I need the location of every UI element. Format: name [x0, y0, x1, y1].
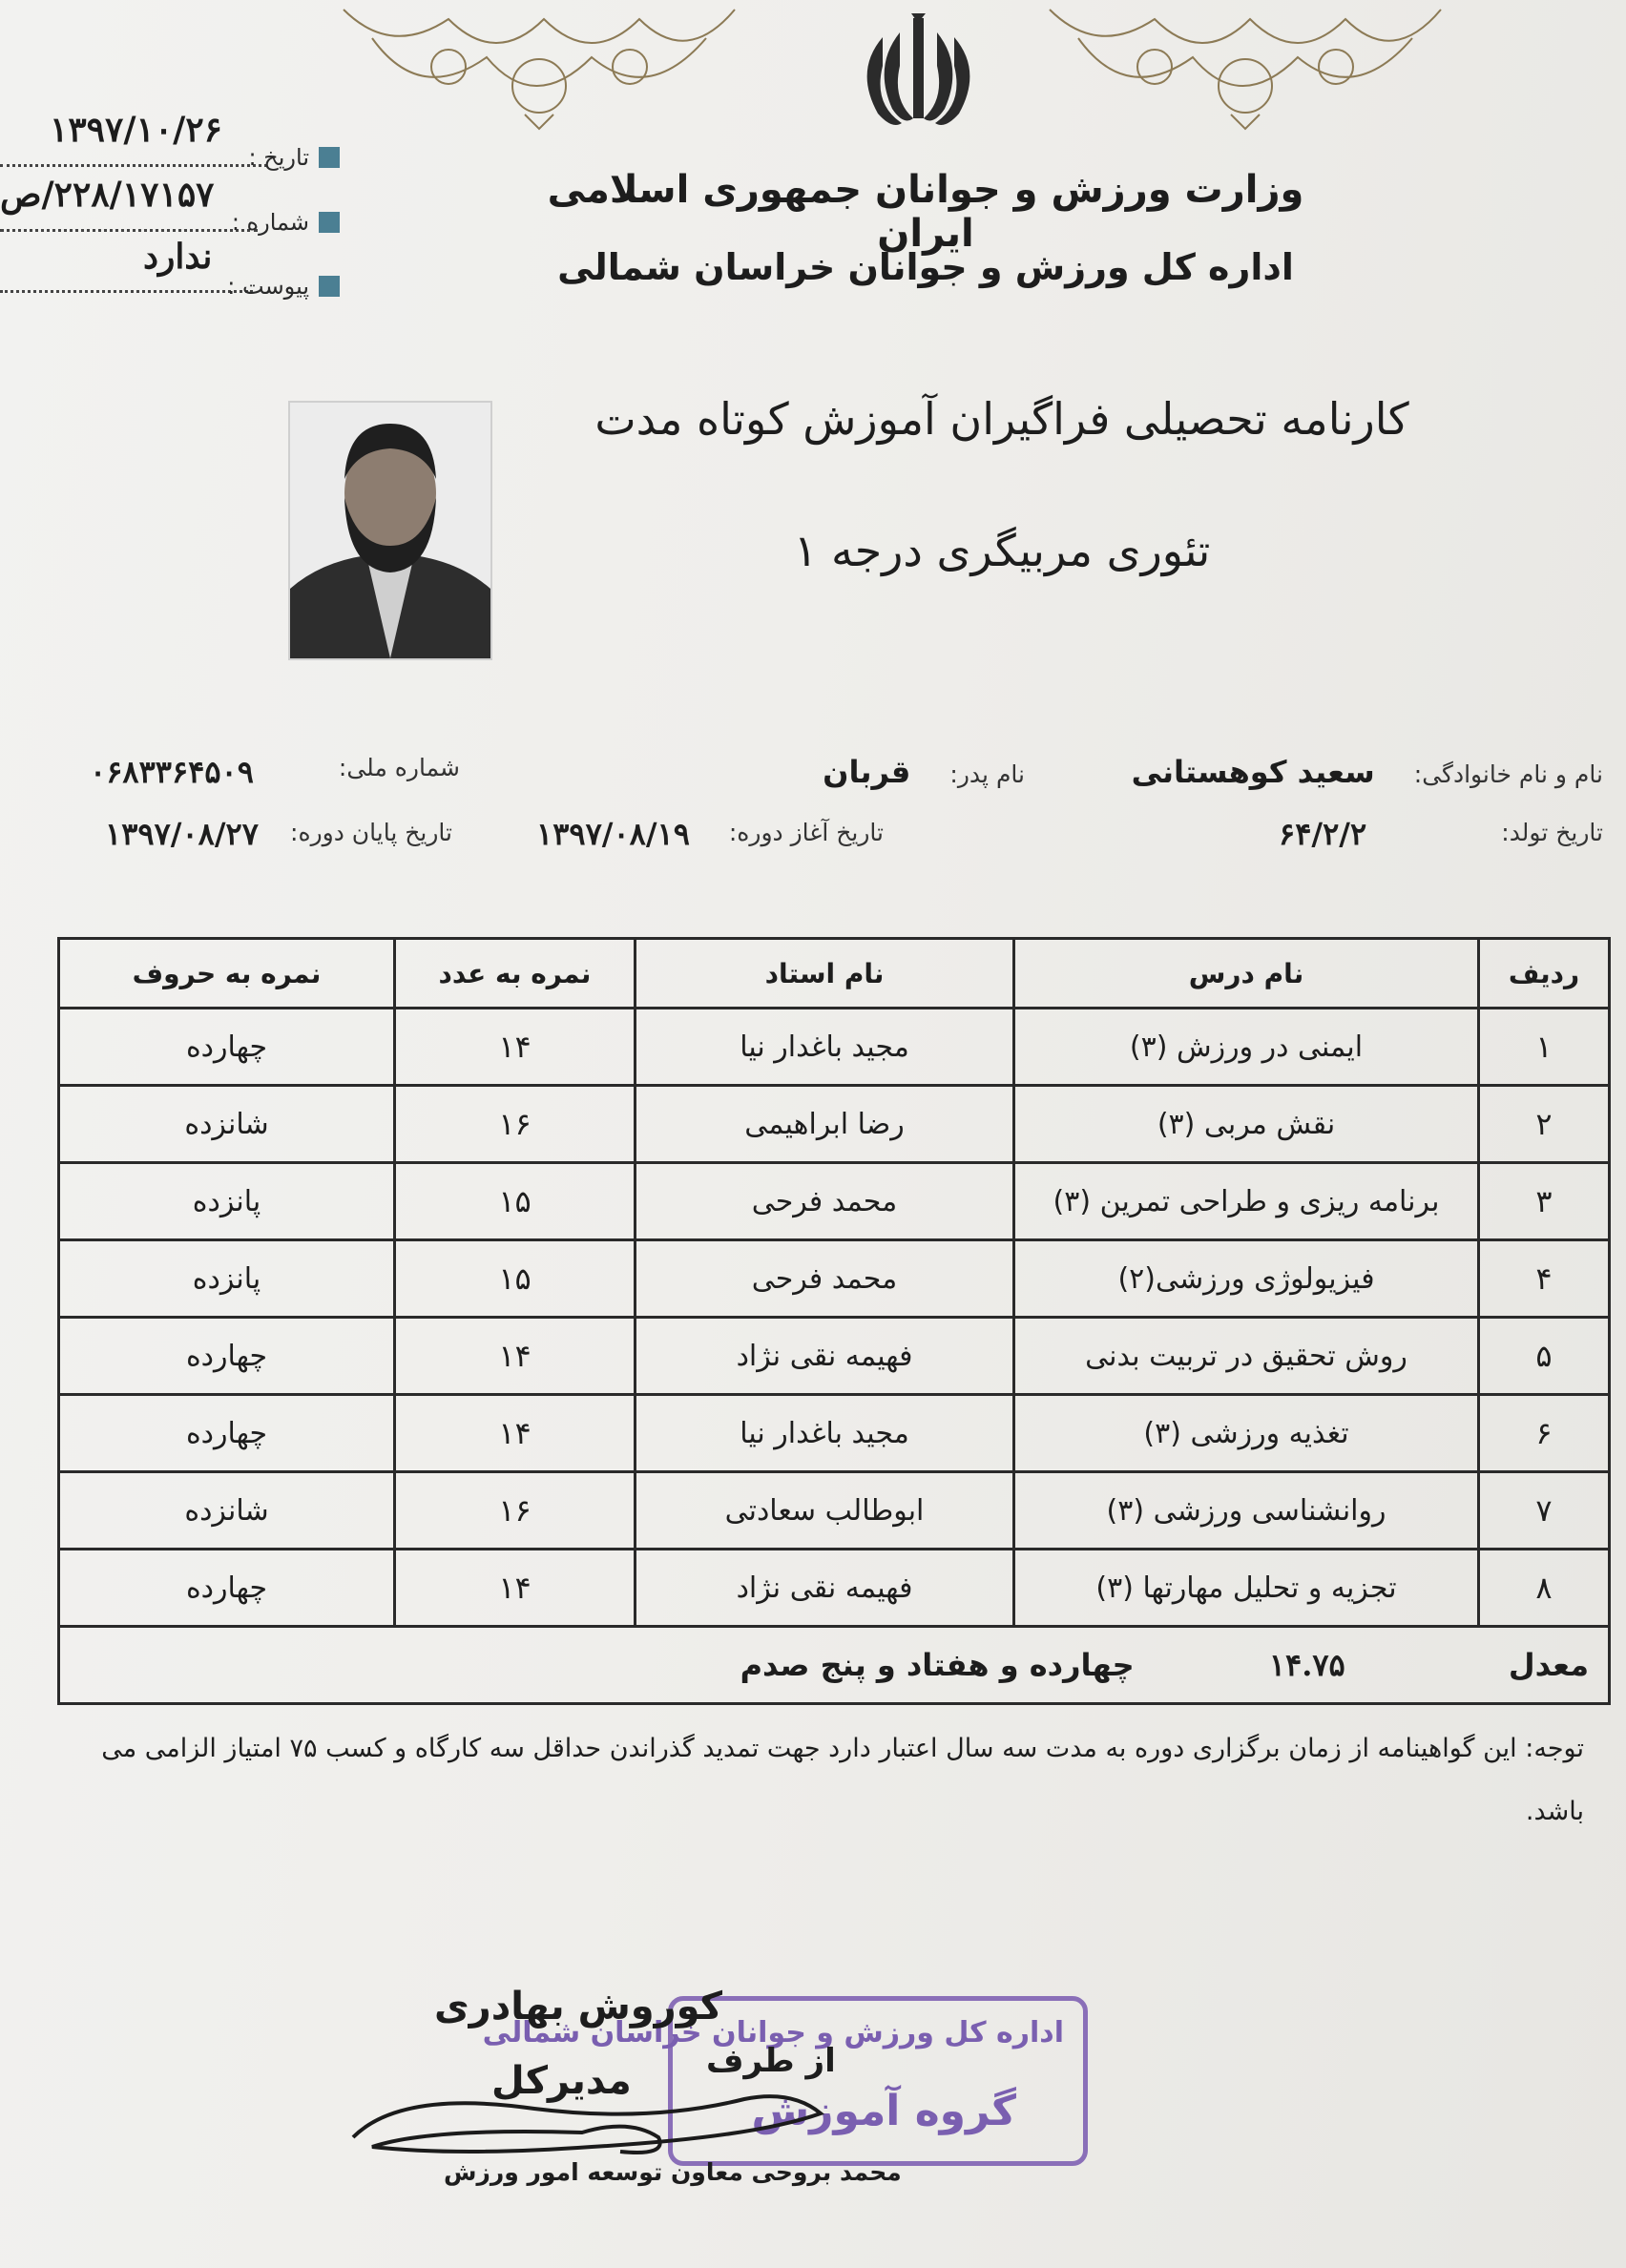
grade-words: چهارده [59, 1318, 395, 1395]
father-name-value: قربان [823, 754, 911, 790]
grade-number: ۱۶ [395, 1086, 636, 1163]
end-date-field [290, 819, 452, 846]
teacher-name: ابوطالب سعادتی [636, 1472, 1014, 1550]
table-row [59, 1318, 1610, 1395]
birth-date-label: تاریخ تولد: [1501, 819, 1603, 846]
table-row [59, 1163, 1610, 1240]
father-name-field [823, 754, 1025, 790]
table-row [59, 1240, 1610, 1318]
col-header-grade-number: نمره به عدد [395, 939, 636, 1009]
signer-title: مدیرکل [491, 2059, 632, 2103]
row-number: ۶ [1479, 1395, 1610, 1472]
grade-number: ۱۵ [395, 1163, 636, 1240]
signer-on-behalf: از طرف [706, 2042, 836, 2080]
table-row [59, 1395, 1610, 1472]
average-words: چهارده و هفتاد و پنج صدم [740, 1647, 1135, 1683]
course-title: تئوری مربیگری درجه ۱ [793, 525, 1211, 576]
grade-number: ۱۴ [395, 1318, 636, 1395]
grade-number: ۱۶ [395, 1472, 636, 1550]
grade-words: شانزده [59, 1472, 395, 1550]
student-name-value: سعید کوهستانی [1131, 754, 1375, 790]
teacher-name: مجید باغدار نیا [636, 1009, 1014, 1086]
letter-number-label: شماره : [231, 209, 309, 236]
course-name: برنامه ریزی و طراحی تمرین (۳) [1014, 1163, 1479, 1240]
row-number: ۲ [1479, 1086, 1610, 1163]
start-date-value: ۱۳۹۷/۰۸/۱۹ [536, 816, 690, 852]
grade-words: پانزده [59, 1163, 395, 1240]
teacher-name: فهیمه نقی نژاد [636, 1550, 1014, 1627]
student-name-field [1132, 754, 1603, 790]
birth-date-field [1501, 819, 1603, 846]
col-header-course: نام درس [1014, 939, 1479, 1009]
teacher-name: رضا ابراهیمی [636, 1086, 1014, 1163]
grade-number: ۱۴ [395, 1395, 636, 1472]
signature-footer: محمد بروحی معاون توسعه امور ورزش [444, 2158, 902, 2186]
validity-note: توجه: این گواهینامه از زمان برگزاری دوره به مدت سه سال اعتبار دارد جهت تمدید گذراندن حداقل سه کارگاه و کسب ۷۵ امتیاز الزامی می باشد. [101, 1734, 1584, 1826]
national-id-label: شماره ملی: [338, 754, 460, 781]
table-row [59, 1009, 1610, 1086]
student-name-label: نام و نام خانوادگی: [1413, 760, 1603, 788]
attachment-dotted-line [0, 290, 253, 293]
teacher-name: مجید باغدار نیا [636, 1395, 1014, 1472]
ornament-left-image [334, 0, 744, 134]
department-name: اداره کل ورزش و جوانان خراسان شمالی [557, 246, 1294, 288]
row-number: ۳ [1479, 1163, 1610, 1240]
row-number: ۸ [1479, 1550, 1610, 1627]
iran-emblem-logo [854, 13, 983, 137]
course-name: روش تحقیق در تربیت بدنی [1014, 1318, 1479, 1395]
number-dotted-line [0, 229, 258, 232]
table-header-row [59, 939, 1610, 1009]
stamp-line1: اداره کل ورزش و جوانان خراسان شمالی [482, 2016, 1064, 2050]
average-label: معدل [1508, 1647, 1589, 1683]
average-row [59, 1627, 1610, 1704]
grade-words: چهارده [59, 1395, 395, 1472]
course-name: تجزیه و تحلیل مهارتها (۳) [1014, 1550, 1479, 1627]
national-id-value-wrap [90, 754, 254, 790]
table-row [59, 1472, 1610, 1550]
grade-number: ۱۴ [395, 1009, 636, 1086]
signer-name: کوروش بهادری [434, 1985, 723, 2029]
col-header-grade-words: نمره به حروف [59, 939, 395, 1009]
teacher-name: محمد فرحی [636, 1163, 1014, 1240]
grade-words: شانزده [59, 1086, 395, 1163]
grade-number: ۱۴ [395, 1550, 636, 1627]
grade-words: پانزده [59, 1240, 395, 1318]
letter-number-value: ۲۲۸/۱۷۱۵۷/ص [0, 175, 215, 215]
row-number: ۵ [1479, 1318, 1610, 1395]
attachment-row [227, 262, 347, 310]
bullet-square-icon [319, 276, 340, 297]
average-cell [59, 1627, 1610, 1704]
date-dotted-line [0, 164, 267, 167]
start-date-value-wrap [536, 816, 690, 852]
father-name-label: نام پدر: [949, 760, 1025, 788]
national-id-field [339, 754, 460, 781]
col-header-row-number: ردیف [1479, 939, 1610, 1009]
stamp-line2: گروه آموزش [751, 2087, 1016, 2135]
ministry-name: وزارت ورزش و جوانان جمهوری اسلامی ایران [547, 168, 1304, 256]
col-header-teacher: نام استاد [636, 939, 1014, 1009]
table-row [59, 1086, 1610, 1163]
report-title: کارنامه تحصیلی فراگیران آموزش کوتاه مدت [594, 393, 1409, 445]
average-value: ۱۴.۷۵ [1268, 1647, 1345, 1683]
national-id-value: ۰۶۸۳۳۶۴۵۰۹ [90, 754, 254, 790]
student-photo [290, 403, 490, 658]
course-name: نقش مربی (۳) [1014, 1086, 1479, 1163]
grades-table [57, 937, 1611, 1705]
row-number: ۷ [1479, 1472, 1610, 1550]
grade-words: چهارده [59, 1550, 395, 1627]
start-date-label: تاریخ آغاز دوره: [728, 819, 884, 846]
handwritten-signature-image [344, 2080, 840, 2166]
start-date-field [729, 819, 884, 846]
end-date-value: ۱۳۹۷/۰۸/۲۷ [105, 816, 259, 852]
ornament-right-image [1040, 0, 1450, 134]
course-name: ایمنی در ورزش (۳) [1014, 1009, 1479, 1086]
row-number: ۴ [1479, 1240, 1610, 1318]
letter-date-value: ۱۳۹۷/۱۰/۲۶ [50, 110, 222, 150]
end-date-value-wrap [105, 816, 259, 852]
letter-number-row [232, 198, 347, 246]
teacher-name: فهیمه نقی نژاد [636, 1318, 1014, 1395]
table-row [59, 1550, 1610, 1627]
end-date-label: تاریخ پایان دوره: [290, 819, 452, 846]
bullet-square-icon [319, 212, 340, 233]
letter-date-row [249, 134, 347, 181]
grade-number: ۱۵ [395, 1240, 636, 1318]
row-number: ۱ [1479, 1009, 1610, 1086]
attachment-label: پیوست : [227, 273, 309, 300]
course-name: روانشناسی ورزشی (۳) [1014, 1472, 1479, 1550]
letter-date-label: تاریخ : [248, 144, 309, 171]
birth-date-value: ۶۴/۲/۲ [1279, 816, 1367, 852]
attachment-value: ندارد [143, 237, 213, 277]
course-name: تغذیه ورزشی (۳) [1014, 1395, 1479, 1472]
grade-words: چهارده [59, 1009, 395, 1086]
bullet-square-icon [319, 147, 340, 168]
teacher-name: محمد فرحی [636, 1240, 1014, 1318]
course-name: فیزیولوژی ورزشی(۲) [1014, 1240, 1479, 1318]
birth-date-value-wrap [1279, 816, 1366, 852]
